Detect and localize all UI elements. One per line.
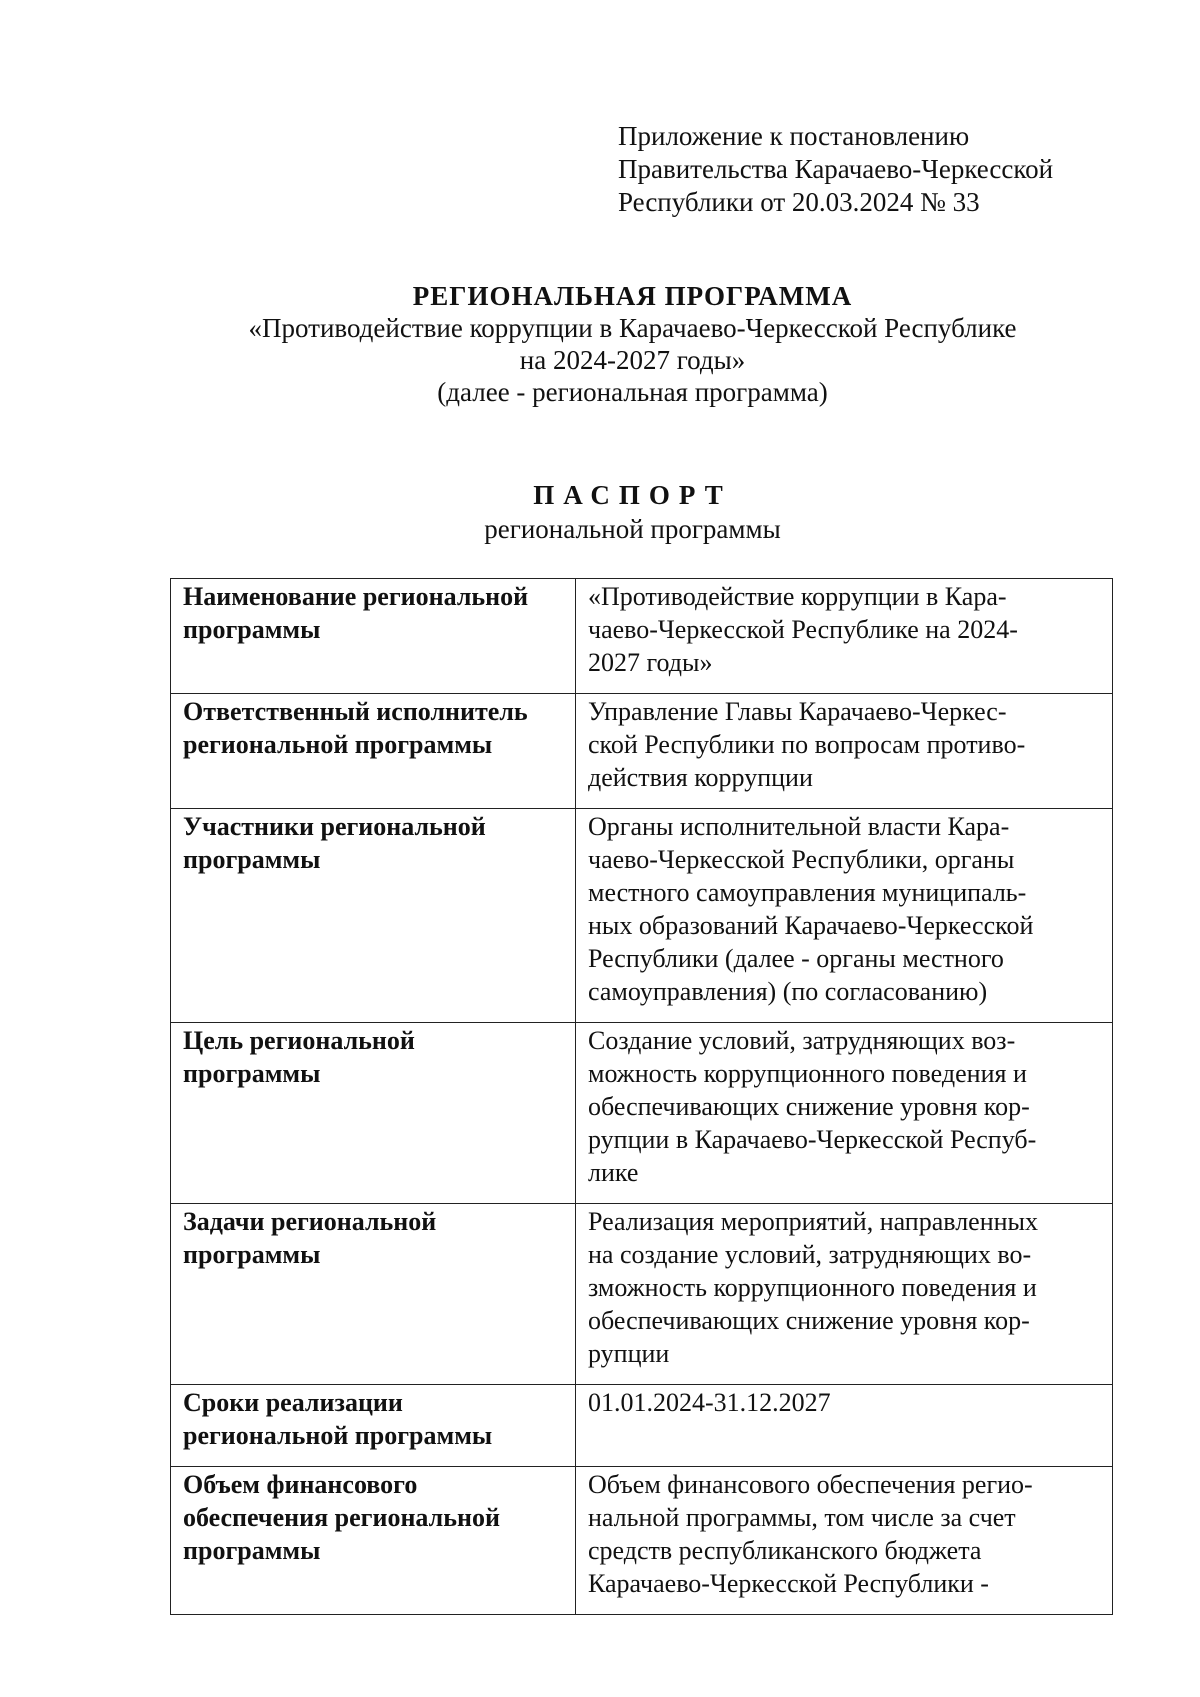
row-value: [576, 809, 1113, 1023]
row-value: [576, 1204, 1113, 1385]
label-line: программы: [183, 845, 321, 874]
appendix-line: Правительства Карачаево-Черкесской: [618, 154, 1054, 184]
value-line: Реализация мероприятий, направленных: [588, 1207, 1039, 1236]
value-line: лике: [588, 1158, 639, 1187]
value-line: можность коррупционного поведения и: [588, 1059, 1027, 1088]
row-value: [576, 579, 1113, 694]
appendix-line: Приложение к постановлению: [618, 121, 970, 151]
label-line: региональной программы: [183, 1421, 493, 1450]
passport-heading: [0, 478, 1200, 546]
label-line: Наименование региональной: [183, 582, 529, 611]
value-line: Создание условий, затрудняющих воз-: [588, 1026, 1016, 1055]
value-line: рупции в Карачаево-Черкесской Респуб-: [588, 1125, 1037, 1154]
row-label: [171, 1023, 576, 1204]
row-value: [576, 1467, 1113, 1615]
value-line: самоуправления) (по согласованию): [588, 977, 988, 1006]
label-line: обеспечения региональной: [183, 1503, 500, 1532]
value-line: чаево-Черкесской Республике на 2024-: [588, 615, 1018, 644]
value-line: местного самоуправления муниципаль-: [588, 878, 1027, 907]
table-row: [171, 1467, 1113, 1615]
value-line: рупции: [588, 1339, 670, 1368]
program-subtitle-line: «Противодействие коррупции в Карачаево-Черкесской Республике: [248, 313, 1017, 343]
label-line: программы: [183, 615, 321, 644]
appendix-line: Республики от 20.03.2024 № 33: [618, 187, 980, 217]
value-line: средств республиканского бюджета: [588, 1536, 982, 1565]
value-line: 2027 годы»: [588, 648, 713, 677]
program-title-block: [0, 280, 1200, 408]
program-title: РЕГИОНАЛЬНАЯ ПРОГРАММА: [412, 281, 853, 311]
value-line: обеспечивающих снижение уровня кор-: [588, 1306, 1030, 1335]
value-line: Республики (далее - органы местного: [588, 944, 1004, 973]
label-line: Ответственный исполнитель: [183, 697, 528, 726]
row-label: [171, 694, 576, 809]
label-line: Цель региональной: [183, 1026, 415, 1055]
passport-subtitle: региональной программы: [484, 514, 781, 544]
value-line: действия коррупции: [588, 763, 813, 792]
value-line: на создание условий, затрудняющих во-: [588, 1240, 1032, 1269]
value-line: 01.01.2024-31.12.2027: [588, 1388, 831, 1417]
value-line: чаево-Черкесской Республики, органы: [588, 845, 1015, 874]
value-line: ных образований Карачаево-Черкесской: [588, 911, 1034, 940]
appendix-note: [618, 120, 1053, 219]
value-line: Объем финансового обеспечения регио-: [588, 1470, 1033, 1499]
value-line: ской Республики по вопросам противо-: [588, 730, 1026, 759]
table-row: [171, 809, 1113, 1023]
row-value: [576, 1023, 1113, 1204]
label-line: Задачи региональной: [183, 1207, 437, 1236]
label-line: региональной программы: [183, 730, 493, 759]
passport-table: [170, 578, 1113, 1615]
label-line: программы: [183, 1240, 321, 1269]
value-line: Управление Главы Карачаево-Черкес-: [588, 697, 1007, 726]
value-line: Органы исполнительной власти Кара-: [588, 812, 1010, 841]
label-line: программы: [183, 1059, 321, 1088]
table-row: [171, 579, 1113, 694]
row-label: [171, 1385, 576, 1467]
value-line: обеспечивающих снижение уровня кор-: [588, 1092, 1030, 1121]
value-line: Карачаево-Черкесской Республики -: [588, 1569, 989, 1598]
program-subtitle-line: на 2024-2027 годы»: [519, 345, 746, 375]
row-value: [576, 1385, 1113, 1467]
row-label: [171, 1204, 576, 1385]
row-label: [171, 579, 576, 694]
row-label: [171, 809, 576, 1023]
value-line: «Противодействие коррупции в Кара-: [588, 582, 1007, 611]
label-line: программы: [183, 1536, 321, 1565]
label-line: Сроки реализации: [183, 1388, 403, 1417]
value-line: нальной программы, том числе за счет: [588, 1503, 1016, 1532]
program-subtitle-line: (далее - региональная программа): [437, 377, 828, 407]
table-row: [171, 694, 1113, 809]
table-row: [171, 1204, 1113, 1385]
label-line: Участники региональной: [183, 812, 486, 841]
passport-title: ПАСПОРТ: [533, 480, 732, 510]
table-row: [171, 1023, 1113, 1204]
label-line: Объем финансового: [183, 1470, 418, 1499]
row-label: [171, 1467, 576, 1615]
row-value: [576, 694, 1113, 809]
value-line: зможность коррупционного поведения и: [588, 1273, 1037, 1302]
table-row: [171, 1385, 1113, 1467]
